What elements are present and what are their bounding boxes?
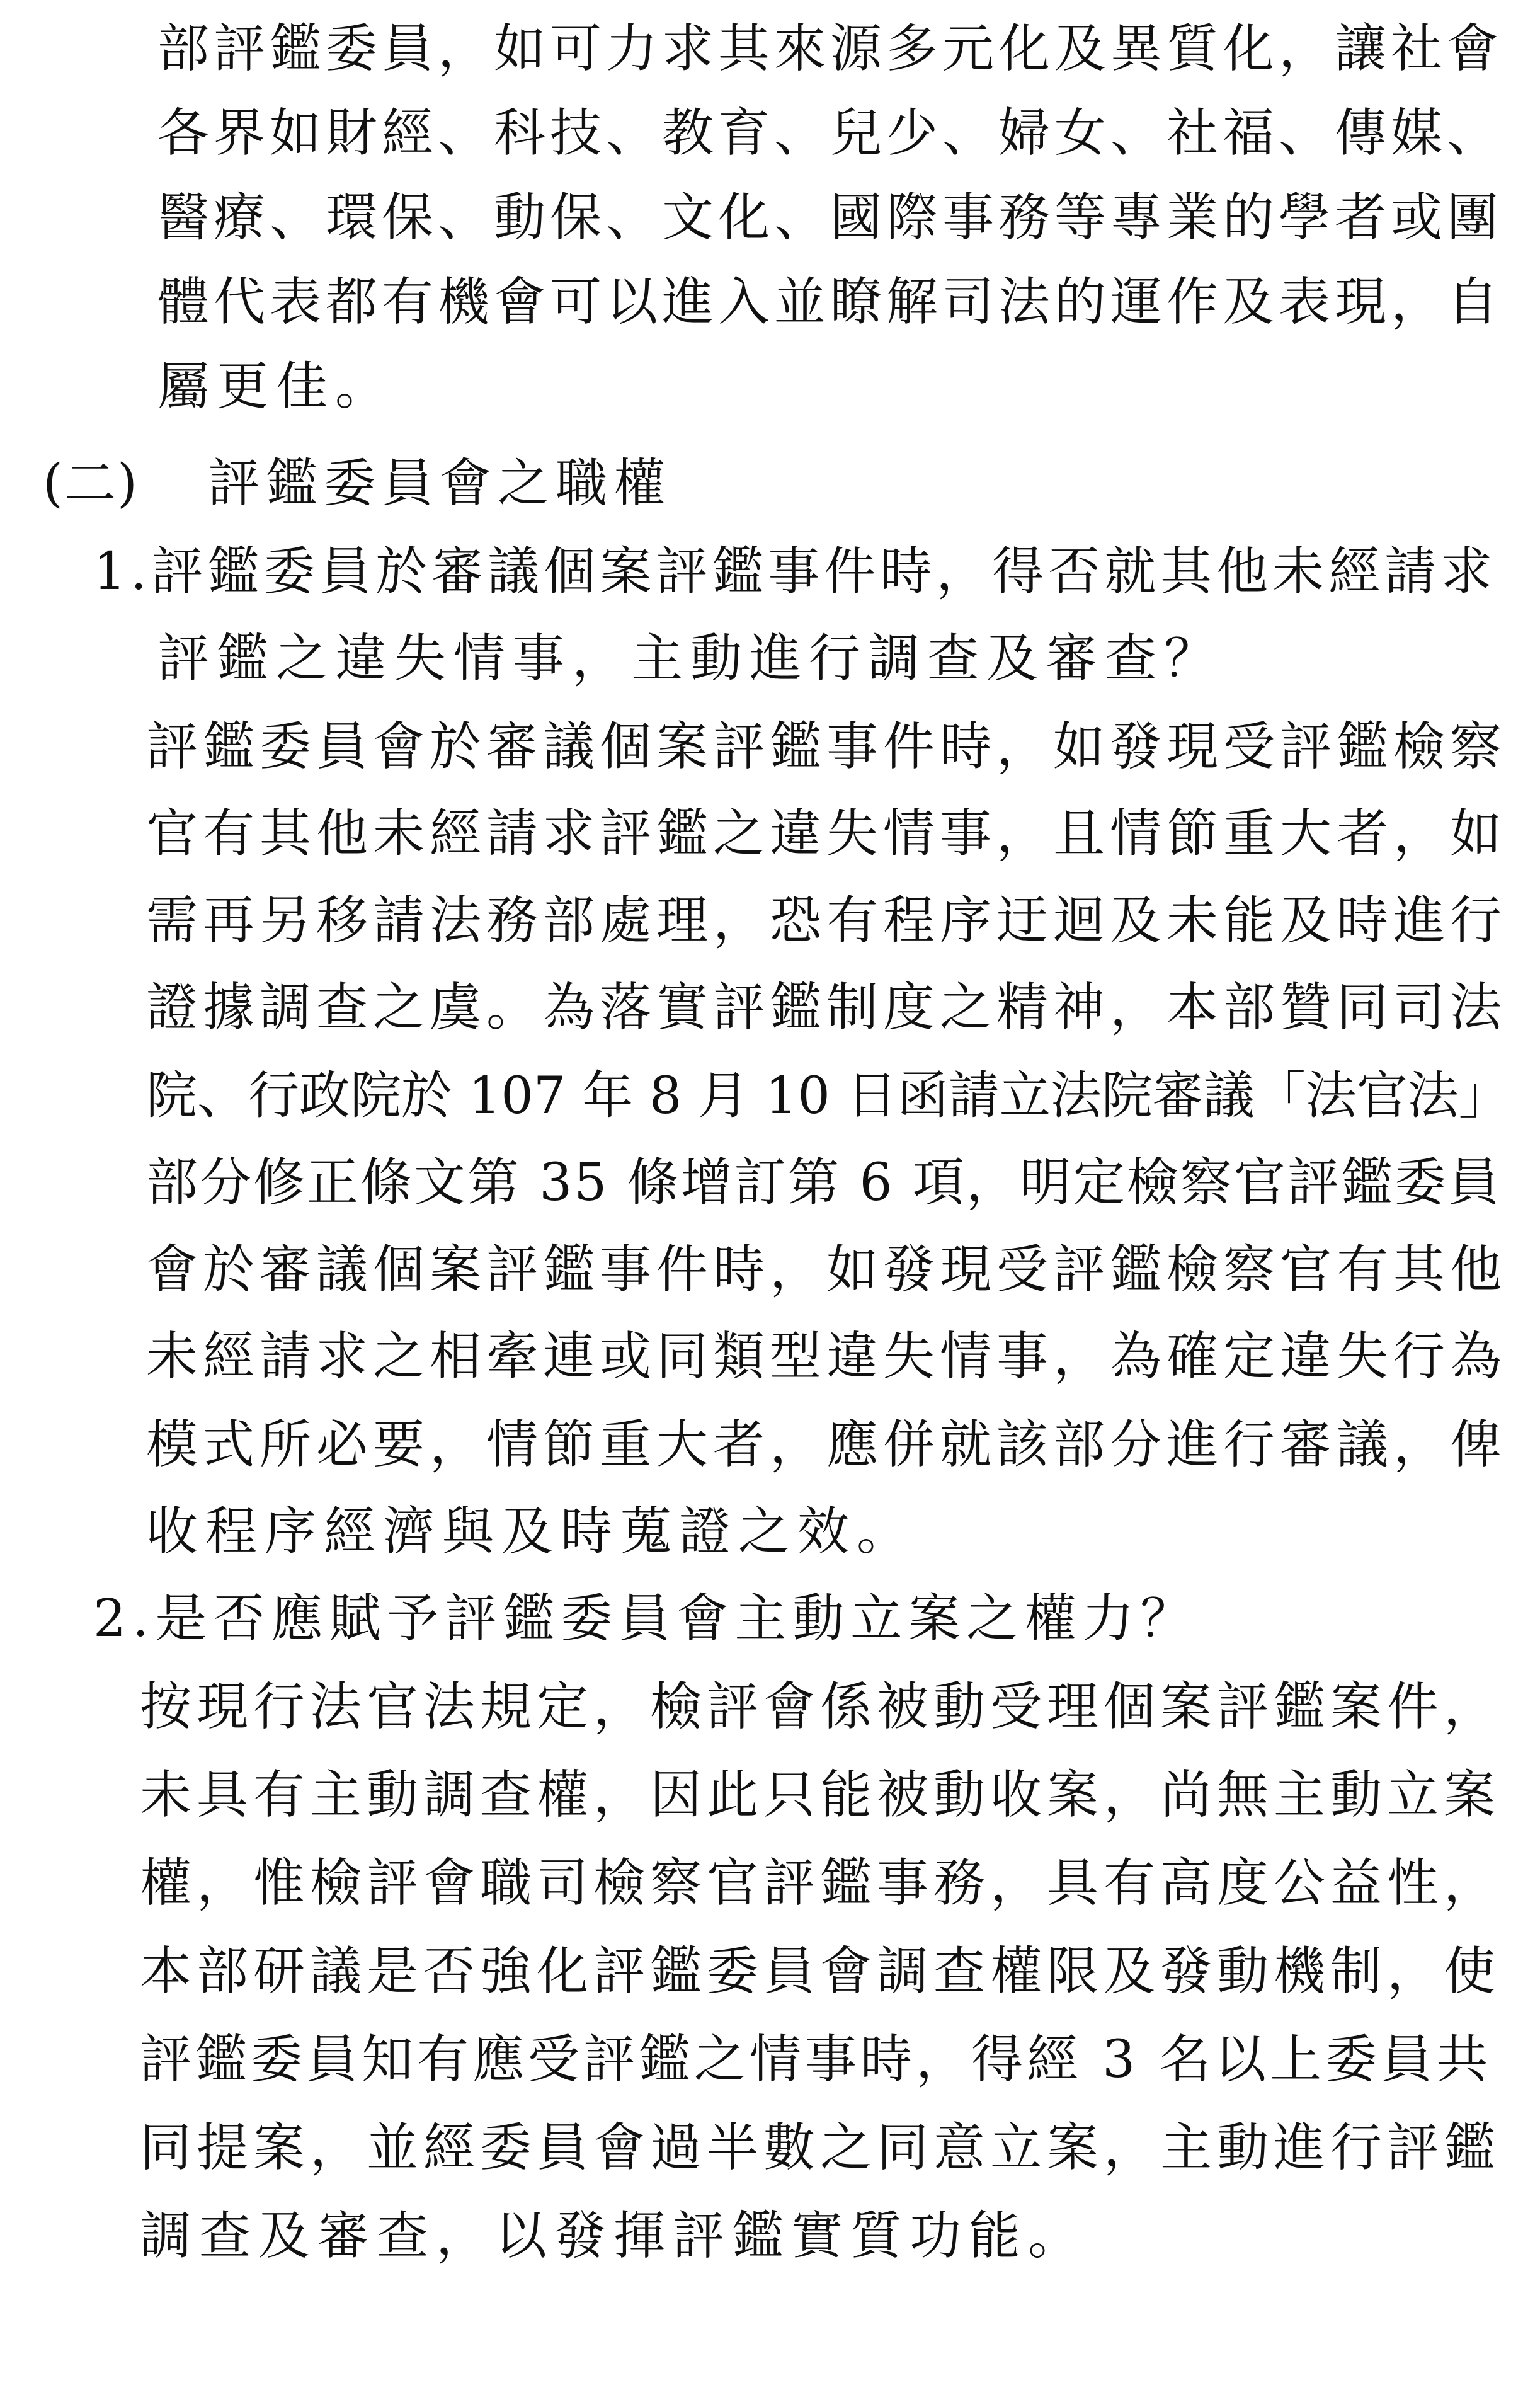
para-top-line-3: 醫療、環保、動保、文化、國際事務等專業的學者或團 bbox=[157, 188, 1503, 248]
q1-answer-line-7: 會於審議個案評鑑事件時，如發現受評鑑檢察官有其他 bbox=[146, 1240, 1507, 1300]
para-top-line-5: 屬更佳。 bbox=[157, 357, 395, 416]
section-title: 評鑑委員會之職權 bbox=[208, 454, 672, 513]
q2-answer-line-4: 本部研議是否強化評鑑委員會調查權限及發動機制，使 bbox=[140, 1942, 1501, 2001]
para-top-line-1: 部評鑑委員，如可力求其來源多元化及異質化，讓社會 bbox=[157, 19, 1503, 79]
q2-answer-line-7: 調查及審查，以發揮評鑑實質功能。 bbox=[140, 2206, 1088, 2266]
para-top-line-4: 體代表都有機會可以進入並瞭解司法的運作及表現，自 bbox=[157, 272, 1503, 332]
q1-answer-line-9: 模式所必要，情節重大者，應併就該部分進行審議，俾 bbox=[146, 1415, 1507, 1475]
section-number: (二) bbox=[43, 454, 139, 513]
q1-answer-line-4: 證據調查之虞。為落實評鑑制度之精神，本部贊同司法 bbox=[146, 978, 1507, 1038]
q2-answer-line-6: 同提案，並經委員會過半數之同意立案，主動進行評鑑 bbox=[140, 2118, 1501, 2178]
q1-question-line-2: 評鑑之違失情事，主動進行調查及審查？ bbox=[157, 629, 1224, 689]
q1-answer-line-2: 官有其他未經請求評鑑之違失情事，且情節重大者，如 bbox=[146, 804, 1507, 864]
q2-answer-line-1: 按現行法官法規定，檢評會係被動受理個案評鑑案件， bbox=[140, 1677, 1501, 1737]
q1-answer-line-5: 院、行政院於 107 年 8 月 10 日函請立法院審議「法官法」 bbox=[146, 1067, 1510, 1126]
q1-answer-line-1: 評鑑委員會於審議個案評鑑事件時，如發現受評鑑檢察 bbox=[146, 717, 1507, 777]
q2-question-line-1: 2.是否應賦予評鑑委員會主動立案之權力？ bbox=[93, 1589, 1199, 1649]
q1-answer-line-3: 需再另移請法務部處理，恐有程序迂迴及未能及時進行 bbox=[146, 891, 1507, 951]
q2-answer-line-2: 未具有主動調查權，因此只能被動收案，尚無主動立案 bbox=[140, 1765, 1501, 1825]
para-top-line-2: 各界如財經、科技、教育、兒少、婦女、社福、傳媒、 bbox=[157, 103, 1503, 163]
q2-answer-line-5: 評鑑委員知有應受評鑑之情事時，得經 3 名以上委員共 bbox=[140, 2030, 1492, 2090]
q1-answer-line-10: 收程序經濟與及時蒐證之效。 bbox=[146, 1502, 916, 1562]
q2-answer-line-3: 權，惟檢評會職司檢察官評鑑事務，具有高度公益性， bbox=[140, 1853, 1501, 1913]
q1-answer-line-8: 未經請求之相牽連或同類型違失情事，為確定違失行為 bbox=[146, 1327, 1507, 1387]
q1-question-line-1: 1.評鑑委員於審議個案評鑑事件時，得否就其他未經請求 bbox=[93, 542, 1497, 602]
q1-answer-line-6: 部分修正條文第 35 條增訂第 6 項，明定檢察官評鑑委員 bbox=[146, 1153, 1502, 1213]
